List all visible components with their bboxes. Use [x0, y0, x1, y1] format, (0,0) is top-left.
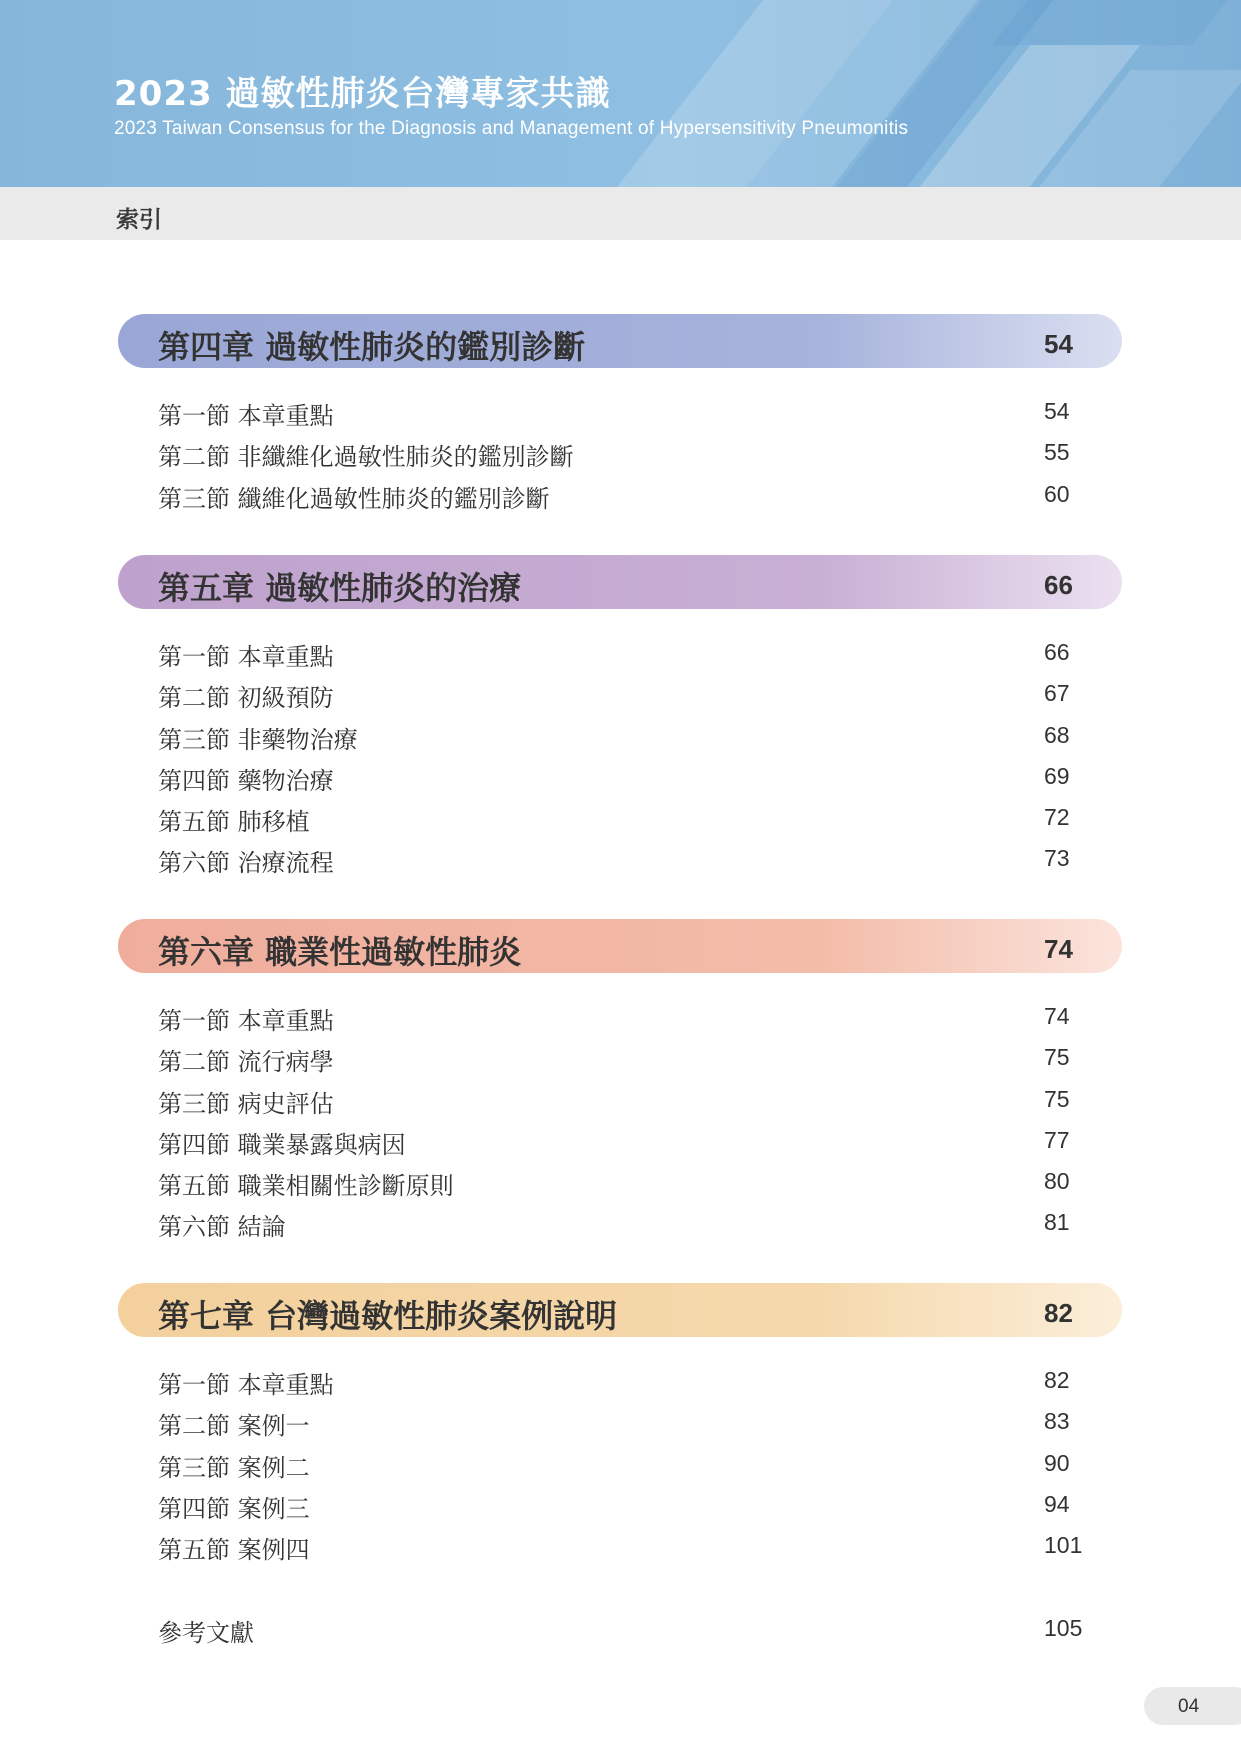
section-title: 第二節 流行病學	[158, 1048, 334, 1077]
toc-row[interactable]	[118, 1123, 1122, 1164]
chapter-page-number: 82	[1044, 1298, 1073, 1328]
section-title: 第一節 本章重點	[158, 402, 334, 430]
toc-row[interactable]	[118, 676, 1122, 717]
toc-chapter-4	[118, 314, 1122, 518]
section-label: 索引	[116, 207, 162, 233]
toc-chapter-6	[118, 919, 1122, 1247]
toc-row[interactable]	[118, 1528, 1122, 1569]
toc-row[interactable]	[118, 1205, 1122, 1246]
toc-chapter-5	[118, 555, 1122, 883]
section-title: 第一節 本章重點	[158, 643, 334, 671]
section-page-number: 75	[1044, 1085, 1070, 1112]
section-list	[118, 394, 1122, 518]
document-subtitle: 2023 Taiwan Consensus for the Diagnosis and Management of Hypersensitivity Pneumonitis	[114, 118, 909, 139]
section-page-number: 77	[1044, 1126, 1070, 1153]
section-title: 第四節 藥物治療	[158, 766, 334, 795]
toc-row[interactable]	[118, 1082, 1122, 1123]
chapter-page-number: 66	[1044, 570, 1073, 600]
toc-row[interactable]	[118, 477, 1122, 518]
section-page-number: 69	[1044, 762, 1070, 789]
chapter-title: 第四章 過敏性肺炎的鑑別診斷	[158, 328, 586, 366]
section-title: 第五節 案例四	[158, 1536, 310, 1565]
section-page-number: 72	[1044, 804, 1070, 831]
section-title: 第二節 初級預防	[158, 684, 334, 713]
section-page-number: 66	[1044, 639, 1070, 665]
section-title: 第三節 纖維化過敏性肺炎的鑑別診斷	[158, 484, 550, 513]
section-title: 第二節 案例一	[158, 1412, 310, 1441]
section-title: 第五節 職業相關性診斷原則	[158, 1172, 454, 1201]
toc-row[interactable]	[118, 800, 1122, 841]
section-page-number: 68	[1044, 721, 1070, 748]
toc-row-references[interactable]	[118, 1611, 1122, 1651]
chapter-title: 第七章 台灣過敏性肺炎案例說明	[158, 1297, 618, 1335]
section-list	[118, 999, 1122, 1247]
section-page-number: 74	[1044, 1003, 1070, 1029]
section-page-number: 54	[1044, 398, 1070, 424]
section-page-number: 75	[1044, 1044, 1070, 1071]
toc-row[interactable]	[118, 394, 1122, 435]
toc-row[interactable]	[118, 635, 1122, 676]
toc-row[interactable]	[118, 1404, 1122, 1445]
section-list	[118, 635, 1122, 883]
toc-row[interactable]	[118, 1164, 1122, 1205]
section-title: 第一節 本章重點	[158, 1371, 334, 1399]
section-page-number: 94	[1044, 1490, 1070, 1517]
section-page-number: 83	[1044, 1408, 1070, 1435]
banner-decor-shape	[992, 0, 1227, 45]
section-title: 第五節 肺移植	[158, 808, 310, 837]
section-title: 第一節 本章重點	[158, 1007, 334, 1035]
references-page-number: 105	[1044, 1615, 1083, 1641]
toc-row[interactable]	[118, 759, 1122, 800]
header-banner	[0, 0, 1241, 187]
chapter-page-number: 54	[1044, 329, 1073, 359]
section-page-number: 55	[1044, 439, 1070, 466]
page-number-badge	[1144, 1687, 1241, 1725]
toc-row[interactable]	[118, 1363, 1122, 1404]
section-page-number: 73	[1044, 845, 1070, 872]
chapter-page-number: 74	[1044, 934, 1073, 964]
chapter-header-bar[interactable]	[118, 919, 1122, 973]
section-page-number: 90	[1044, 1449, 1070, 1476]
toc-row[interactable]	[118, 718, 1122, 759]
toc-row[interactable]	[118, 1446, 1122, 1487]
section-page-number: 67	[1044, 680, 1070, 707]
chapter-title: 第五章 過敏性肺炎的治療	[158, 569, 522, 607]
section-list	[118, 1363, 1122, 1569]
document-title: 2023 過敏性肺炎台灣專家共識	[114, 74, 611, 114]
section-page-number: 101	[1044, 1532, 1083, 1559]
chapter-header-bar[interactable]	[118, 314, 1122, 368]
section-page-number: 82	[1044, 1367, 1070, 1393]
chapter-title: 第六章 職業性過敏性肺炎	[158, 933, 522, 971]
section-page-number: 81	[1044, 1209, 1070, 1236]
section-title: 第三節 病史評估	[158, 1089, 334, 1118]
section-label-bar	[0, 187, 1241, 240]
section-page-number: 60	[1044, 480, 1070, 507]
toc-row[interactable]	[118, 841, 1122, 882]
toc-row[interactable]	[118, 435, 1122, 476]
toc-row[interactable]	[118, 1487, 1122, 1528]
toc-row[interactable]	[118, 999, 1122, 1040]
section-title: 第六節 結論	[158, 1213, 286, 1242]
section-title: 第四節 職業暴露與病因	[158, 1130, 406, 1159]
section-title: 第四節 案例三	[158, 1494, 310, 1523]
section-title: 第二節 非纖維化過敏性肺炎的鑑別診斷	[158, 443, 574, 472]
toc-chapter-7	[118, 1283, 1122, 1569]
chapter-header-bar[interactable]	[118, 555, 1122, 609]
section-title: 第三節 案例二	[158, 1453, 310, 1482]
page-number: 04	[1178, 1696, 1200, 1717]
section-page-number: 80	[1044, 1168, 1070, 1195]
toc-row[interactable]	[118, 1040, 1122, 1081]
section-title: 第三節 非藥物治療	[158, 725, 358, 754]
section-title: 第六節 治療流程	[158, 849, 334, 878]
references-title: 參考文獻	[158, 1619, 254, 1647]
chapter-header-bar[interactable]	[118, 1283, 1122, 1337]
